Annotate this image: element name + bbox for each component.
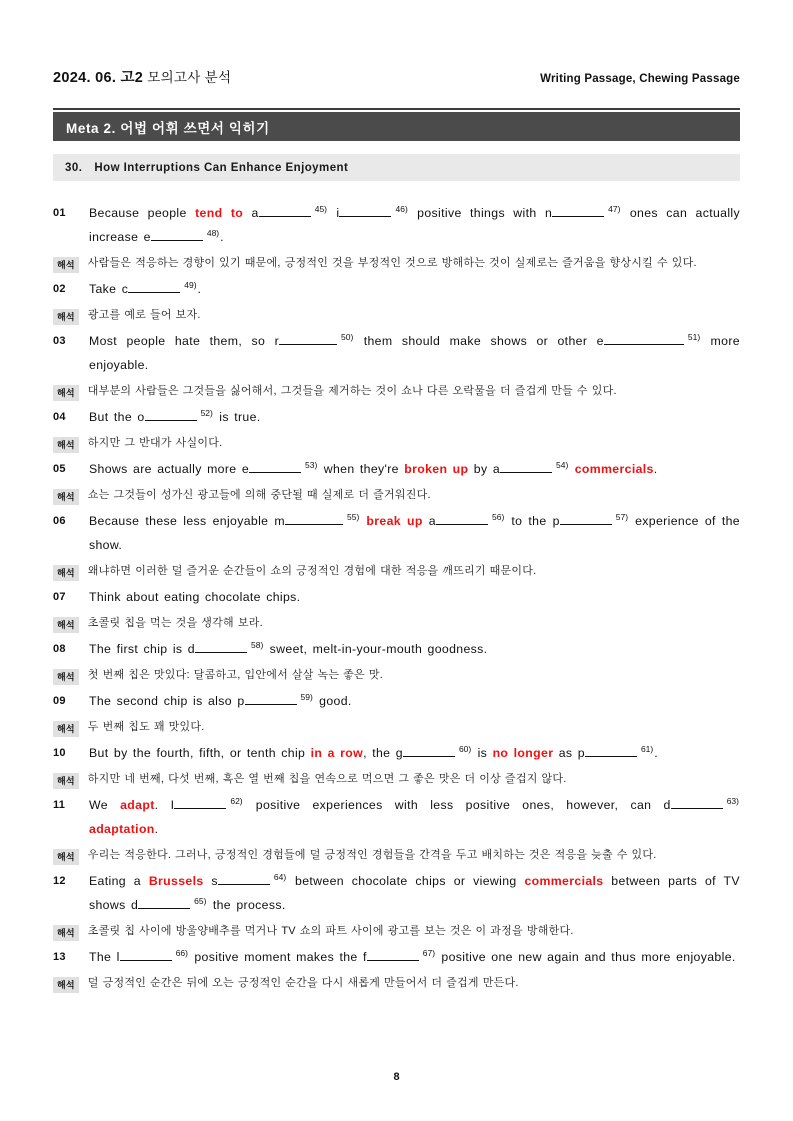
answer-blank[interactable] <box>671 796 723 809</box>
translation-text: 광고를 예로 들어 보자. <box>87 309 201 321</box>
topic-number: 30. <box>65 161 83 174</box>
passage-row-number: 13 <box>53 951 66 963</box>
footnote-reference: 55) <box>347 511 360 522</box>
translation-text: 쇼는 그것들이 성가신 광고들에 의해 중단될 때 실제로 더 즐거워진다. <box>87 489 431 501</box>
passage-row-text: We adapt. I $^{62)}$ positive experiences with less positive ones, however, can d $^{63)}$ adaptation. <box>89 795 739 836</box>
page-footer <box>0 1071 793 1083</box>
passage-row-text: Take c $^{49)}$. <box>89 279 202 296</box>
translation-text: 사람들은 적응하는 경향이 있기 때문에, 긍정적인 것을 부정적인 것으로 방해하는 것이 실제로는 즐거움을 향상시킬 수 있다. <box>87 257 697 269</box>
answer-blank[interactable] <box>218 872 270 885</box>
answer-blank[interactable] <box>285 512 343 525</box>
page-title <box>53 66 231 87</box>
highlighted-word: commercials <box>524 874 604 888</box>
answer-blank[interactable] <box>585 744 637 757</box>
page-title-main: 2024. 06. 고2 <box>53 70 144 86</box>
meta-section-label: Meta 2. 어법 어휘 쓰면서 익히기 <box>66 120 270 136</box>
footnote-reference: 62) <box>230 795 243 806</box>
answer-blank[interactable] <box>259 204 311 217</box>
translation-badge: 해석 <box>53 721 79 737</box>
translation-text: 하지만 네 번째, 다섯 번째, 혹은 열 번째 칩을 연속으로 먹으면 그 좋은 맛은 더 이상 즐겁지 않다. <box>87 773 567 785</box>
answer-blank[interactable] <box>604 332 684 345</box>
passage-row <box>53 405 740 429</box>
answer-blank[interactable] <box>151 228 203 241</box>
passage-row-number: 10 <box>53 747 66 759</box>
footnote-reference: 54) <box>556 459 569 470</box>
passage-row <box>53 637 740 661</box>
highlighted-word: commercials <box>574 462 654 476</box>
answer-blank[interactable] <box>174 796 226 809</box>
passage-row-number: 09 <box>53 695 66 707</box>
footnote-reference: 66) <box>175 947 188 958</box>
translation-text: 왜냐하면 이러한 덜 즐거운 순간들이 쇼의 긍정적인 경험에 대한 적응을 깨뜨리기 때문이다. <box>87 565 537 577</box>
translation-badge: 해석 <box>53 977 79 993</box>
passage-row-number: 05 <box>53 463 66 475</box>
passage-row-number: 06 <box>53 515 66 527</box>
footnote-reference: 52) <box>200 407 213 418</box>
passage-row <box>53 689 740 713</box>
passage-row-text: Shows are actually more e $^{53)}$ when they're broken up by a $^{54)}$ commercials. <box>89 459 658 476</box>
passage-row <box>53 945 740 969</box>
passage-row-text: Most people hate them, so r $^{50)}$ them should make shows or other e $^{51)}$ more enjoyable. <box>89 331 740 372</box>
highlighted-word: no longer <box>492 746 554 760</box>
highlighted-word: Brussels <box>148 874 204 888</box>
answer-blank[interactable] <box>279 332 337 345</box>
translation-row <box>53 381 740 401</box>
translation-text: 우리는 적응한다. 그러나, 긍정적인 경험들에 덜 긍정적인 경험들을 간격을 두고 배치하는 것은 적응을 늦출 수 있다. <box>87 849 657 861</box>
passage-row <box>53 277 740 301</box>
passage-row-number: 04 <box>53 411 66 423</box>
translation-badge: 해석 <box>53 565 79 581</box>
page-subtitle: Writing Passage, Chewing Passage <box>540 73 740 85</box>
footnote-reference: 58) <box>251 639 264 650</box>
topic-bar <box>53 154 740 181</box>
answer-blank[interactable] <box>436 512 488 525</box>
passage-row-text: The second chip is also p $^{59)}$ good. <box>89 691 352 708</box>
footnote-reference: 57) <box>615 511 629 522</box>
answer-blank[interactable] <box>138 896 190 909</box>
highlighted-word: in a row <box>310 746 364 760</box>
answer-blank[interactable] <box>245 692 297 705</box>
highlighted-word: adaptation <box>89 822 155 836</box>
footnote-reference: 46) <box>395 203 408 214</box>
translation-row <box>53 845 740 865</box>
footnote-reference: 60) <box>458 743 472 754</box>
passage-row <box>53 201 740 249</box>
passage-row <box>53 457 740 481</box>
passage-row-text: The l $^{66)}$ positive moment makes the f $^{67)}$ positive one new again and thus more enjoyable. <box>89 947 736 964</box>
translation-row <box>53 921 740 941</box>
meta-section-bar <box>53 112 740 141</box>
translation-row <box>53 561 740 581</box>
passage-row <box>53 509 740 557</box>
answer-blank[interactable] <box>560 512 612 525</box>
highlighted-word: break up <box>366 514 423 528</box>
answer-blank[interactable] <box>403 744 455 757</box>
translation-text: 첫 번째 칩은 맛있다: 달콤하고, 입안에서 살살 녹는 좋은 맛. <box>87 669 384 681</box>
answer-blank[interactable] <box>128 280 180 293</box>
footnote-reference: 67) <box>422 947 436 958</box>
passage-row <box>53 869 740 917</box>
header-divider <box>53 108 740 110</box>
passage-row-number: 11 <box>53 799 66 811</box>
footnote-reference: 63) <box>726 795 739 806</box>
page-title-mid: 모의고사 <box>143 70 205 85</box>
passage-row <box>53 585 740 609</box>
passage-row-text: Think about eating chocolate chips. <box>89 590 301 604</box>
translation-text: 하지만 그 반대가 사실이다. <box>87 437 223 449</box>
translation-badge: 해석 <box>53 309 79 325</box>
passage-row-number: 12 <box>53 875 66 887</box>
answer-blank[interactable] <box>552 204 604 217</box>
passage-row-number: 08 <box>53 643 66 655</box>
passage-row <box>53 329 740 377</box>
footnote-reference: 53) <box>305 459 318 470</box>
translation-text: 대부분의 사람들은 그것들을 싫어해서, 그것들을 제거하는 것이 쇼나 다른 오락물을 더 즐겁게 만들 수 있다. <box>87 385 617 397</box>
passage-row-number: 01 <box>53 207 66 219</box>
passage-row-text: But the o $^{52)}$ is true. <box>89 407 261 424</box>
footnote-reference: 47) <box>608 203 621 214</box>
page-title-suffix: 분석 <box>204 70 232 85</box>
answer-blank[interactable] <box>367 948 419 961</box>
passage-row <box>53 793 740 841</box>
passage-row-number: 07 <box>53 591 66 603</box>
translation-text: 덜 긍정적인 순간은 뒤에 오는 긍정적인 순간을 다시 새롭게 만들어서 더 즐겁게 만든다. <box>87 977 519 989</box>
answer-blank[interactable] <box>195 640 247 653</box>
translation-badge: 해석 <box>53 669 79 685</box>
footnote-reference: 64) <box>273 871 287 882</box>
passage-row-text: Eating a Brussels s $^{64)}$ between chocolate chips or viewing commercials between parts of TV shows d $^{65)}$ the process. <box>89 871 740 912</box>
answer-blank[interactable] <box>500 460 552 473</box>
footnote-reference: 65) <box>194 895 207 906</box>
translation-badge: 해석 <box>53 385 79 401</box>
footnote-reference: 45) <box>314 203 328 214</box>
translation-badge: 해석 <box>53 489 79 505</box>
translation-row <box>53 305 740 325</box>
footnote-reference: 50) <box>341 331 354 342</box>
translation-badge: 해석 <box>53 437 79 453</box>
passage-row-text: The first chip is d $^{58)}$ sweet, melt-in-your-mouth goodness. <box>89 639 488 656</box>
page-number: 8 <box>393 1071 400 1083</box>
answer-blank[interactable] <box>249 460 301 473</box>
answer-blank[interactable] <box>145 408 197 421</box>
passage-row-text: Because people tend to a $^{45)}$ i $^{46)}$ positive things with n $^{47)}$ ones can actually increase e $^{48)}$. <box>89 203 741 244</box>
translation-text: 초콜릿 칩 사이에 방울양배추를 먹거나 TV 쇼의 파트 사이에 광고를 보는 것은 이 과정을 방해한다. <box>87 925 574 937</box>
translation-row <box>53 973 740 993</box>
translation-row <box>53 665 740 685</box>
highlighted-word: tend to <box>195 206 244 220</box>
translation-row <box>53 485 740 505</box>
document-header <box>53 0 740 96</box>
answer-blank[interactable] <box>120 948 172 961</box>
translation-badge: 해석 <box>53 773 79 789</box>
footnote-reference: 59) <box>300 691 313 702</box>
passage-row-text: Because these less enjoyable m $^{55)}$ break up a $^{56)}$ to the p $^{57)}$ experience of the show. <box>89 511 740 552</box>
footnote-reference: 51) <box>687 331 701 342</box>
footnote-reference: 48) <box>206 227 220 238</box>
translation-row <box>53 253 740 273</box>
translation-badge: 해석 <box>53 925 79 941</box>
highlighted-word: broken up <box>404 462 469 476</box>
translation-badge: 해석 <box>53 617 79 633</box>
highlighted-word: adapt <box>120 798 155 812</box>
footnote-reference: 49) <box>184 279 197 290</box>
translation-badge: 해석 <box>53 257 79 273</box>
answer-blank[interactable] <box>339 204 391 217</box>
translation-badge: 해석 <box>53 849 79 865</box>
translation-text: 초콜릿 칩을 먹는 것을 생각해 보라. <box>87 617 263 629</box>
passage-row-text: But by the fourth, fifth, or tenth chip in a row, the g $^{60)}$ is no longer as p $^{61)}$. <box>89 743 659 760</box>
translation-row <box>53 433 740 453</box>
translation-row <box>53 769 740 789</box>
translation-text: 두 번째 칩도 꽤 맛있다. <box>87 721 205 733</box>
footnote-reference: 56) <box>492 511 505 522</box>
translation-row <box>53 613 740 633</box>
passage-row <box>53 741 740 765</box>
translation-row <box>53 717 740 737</box>
passage-row-number: 03 <box>53 335 66 347</box>
passage-row-number: 02 <box>53 283 66 295</box>
passage-rows <box>53 201 740 993</box>
footnote-reference: 61) <box>640 743 654 754</box>
topic-title: How Interruptions Can Enhance Enjoyment <box>94 161 349 174</box>
